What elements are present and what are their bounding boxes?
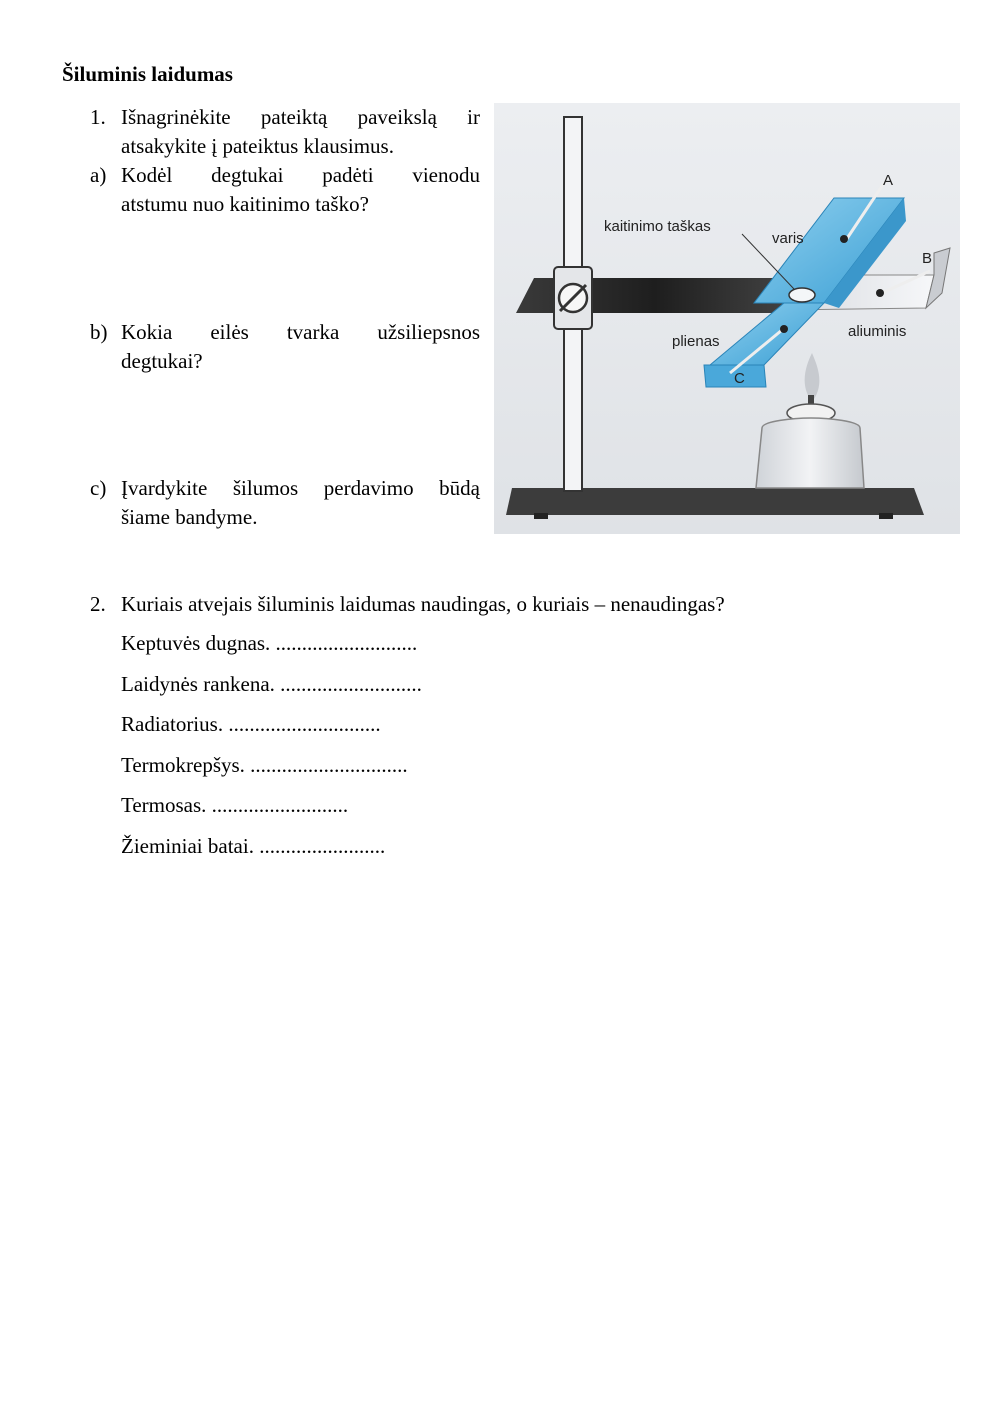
label-heating-point: kaitinimo taškas (604, 218, 711, 235)
question-1-intro (90, 103, 480, 161)
label-match-a: A (883, 172, 894, 189)
sub-question-c (90, 474, 480, 532)
heating-point-marker (789, 288, 815, 302)
answer-line[interactable]: Keptuvės dugnas. ........................... (121, 631, 418, 655)
heat-conduction-figure (494, 103, 960, 534)
sub-question-a (90, 161, 480, 219)
question-text-line: Išnagrinėkite pateiktą paveikslą ir (121, 105, 480, 129)
match-head-b (876, 289, 884, 297)
answer-line[interactable]: Termokrepšys. .............................. (121, 752, 408, 777)
answer-line[interactable]: Laidynės rankena. ........................... (121, 671, 422, 696)
stand-base-foot (879, 513, 893, 519)
sub-question-letter: b) (90, 320, 108, 344)
label-match-b: B (922, 250, 933, 267)
experiment-illustration (494, 103, 960, 534)
sub-question-text: Kodėl degtukai padėti vienodu (121, 163, 480, 187)
sub-question-letter: c) (90, 476, 107, 500)
question-2-text (90, 590, 950, 619)
burner-bottle (756, 418, 864, 488)
stand-base (506, 488, 924, 515)
sub-question-text: šiame bandyme. (121, 505, 258, 529)
stand-base-foot (534, 513, 548, 519)
label-aluminium: aliuminis (848, 323, 907, 340)
answer-line[interactable]: Žieminiai batai. ........................ (121, 833, 386, 858)
question-number: 2. (90, 592, 106, 616)
label-match-c: C (734, 370, 745, 387)
sub-question-text: atstumu nuo kaitinimo taško? (121, 192, 369, 216)
label-copper: varis (772, 230, 804, 247)
answer-line[interactable]: Termosas. .......................... (121, 793, 349, 817)
question-1 (90, 103, 480, 532)
match-head-c (780, 325, 788, 333)
question-text: Kuriais atvejais šiluminis laidumas naudingas, o kuriais – nenaudingas? (121, 592, 725, 616)
sub-question-text: Įvardykite šilumos perdavimo būdą (121, 476, 480, 500)
answer-list (121, 629, 950, 872)
sub-question-text: degtukai? (121, 349, 203, 373)
label-steel: plienas (672, 333, 720, 350)
sub-question-b (90, 318, 480, 376)
page-title: Šiluminis laidumas (62, 62, 233, 86)
sub-question-text: Kokia eilės tvarka užsiliepsnos (121, 320, 480, 344)
sub-question-letter: a) (90, 163, 107, 187)
question-2 (90, 590, 950, 872)
question-number: 1. (90, 105, 106, 129)
match-head-a (840, 235, 848, 243)
question-text-line: atsakykite į pateiktus klausimus. (121, 134, 394, 158)
answer-line[interactable]: Radiatorius. ............................. (121, 712, 381, 736)
